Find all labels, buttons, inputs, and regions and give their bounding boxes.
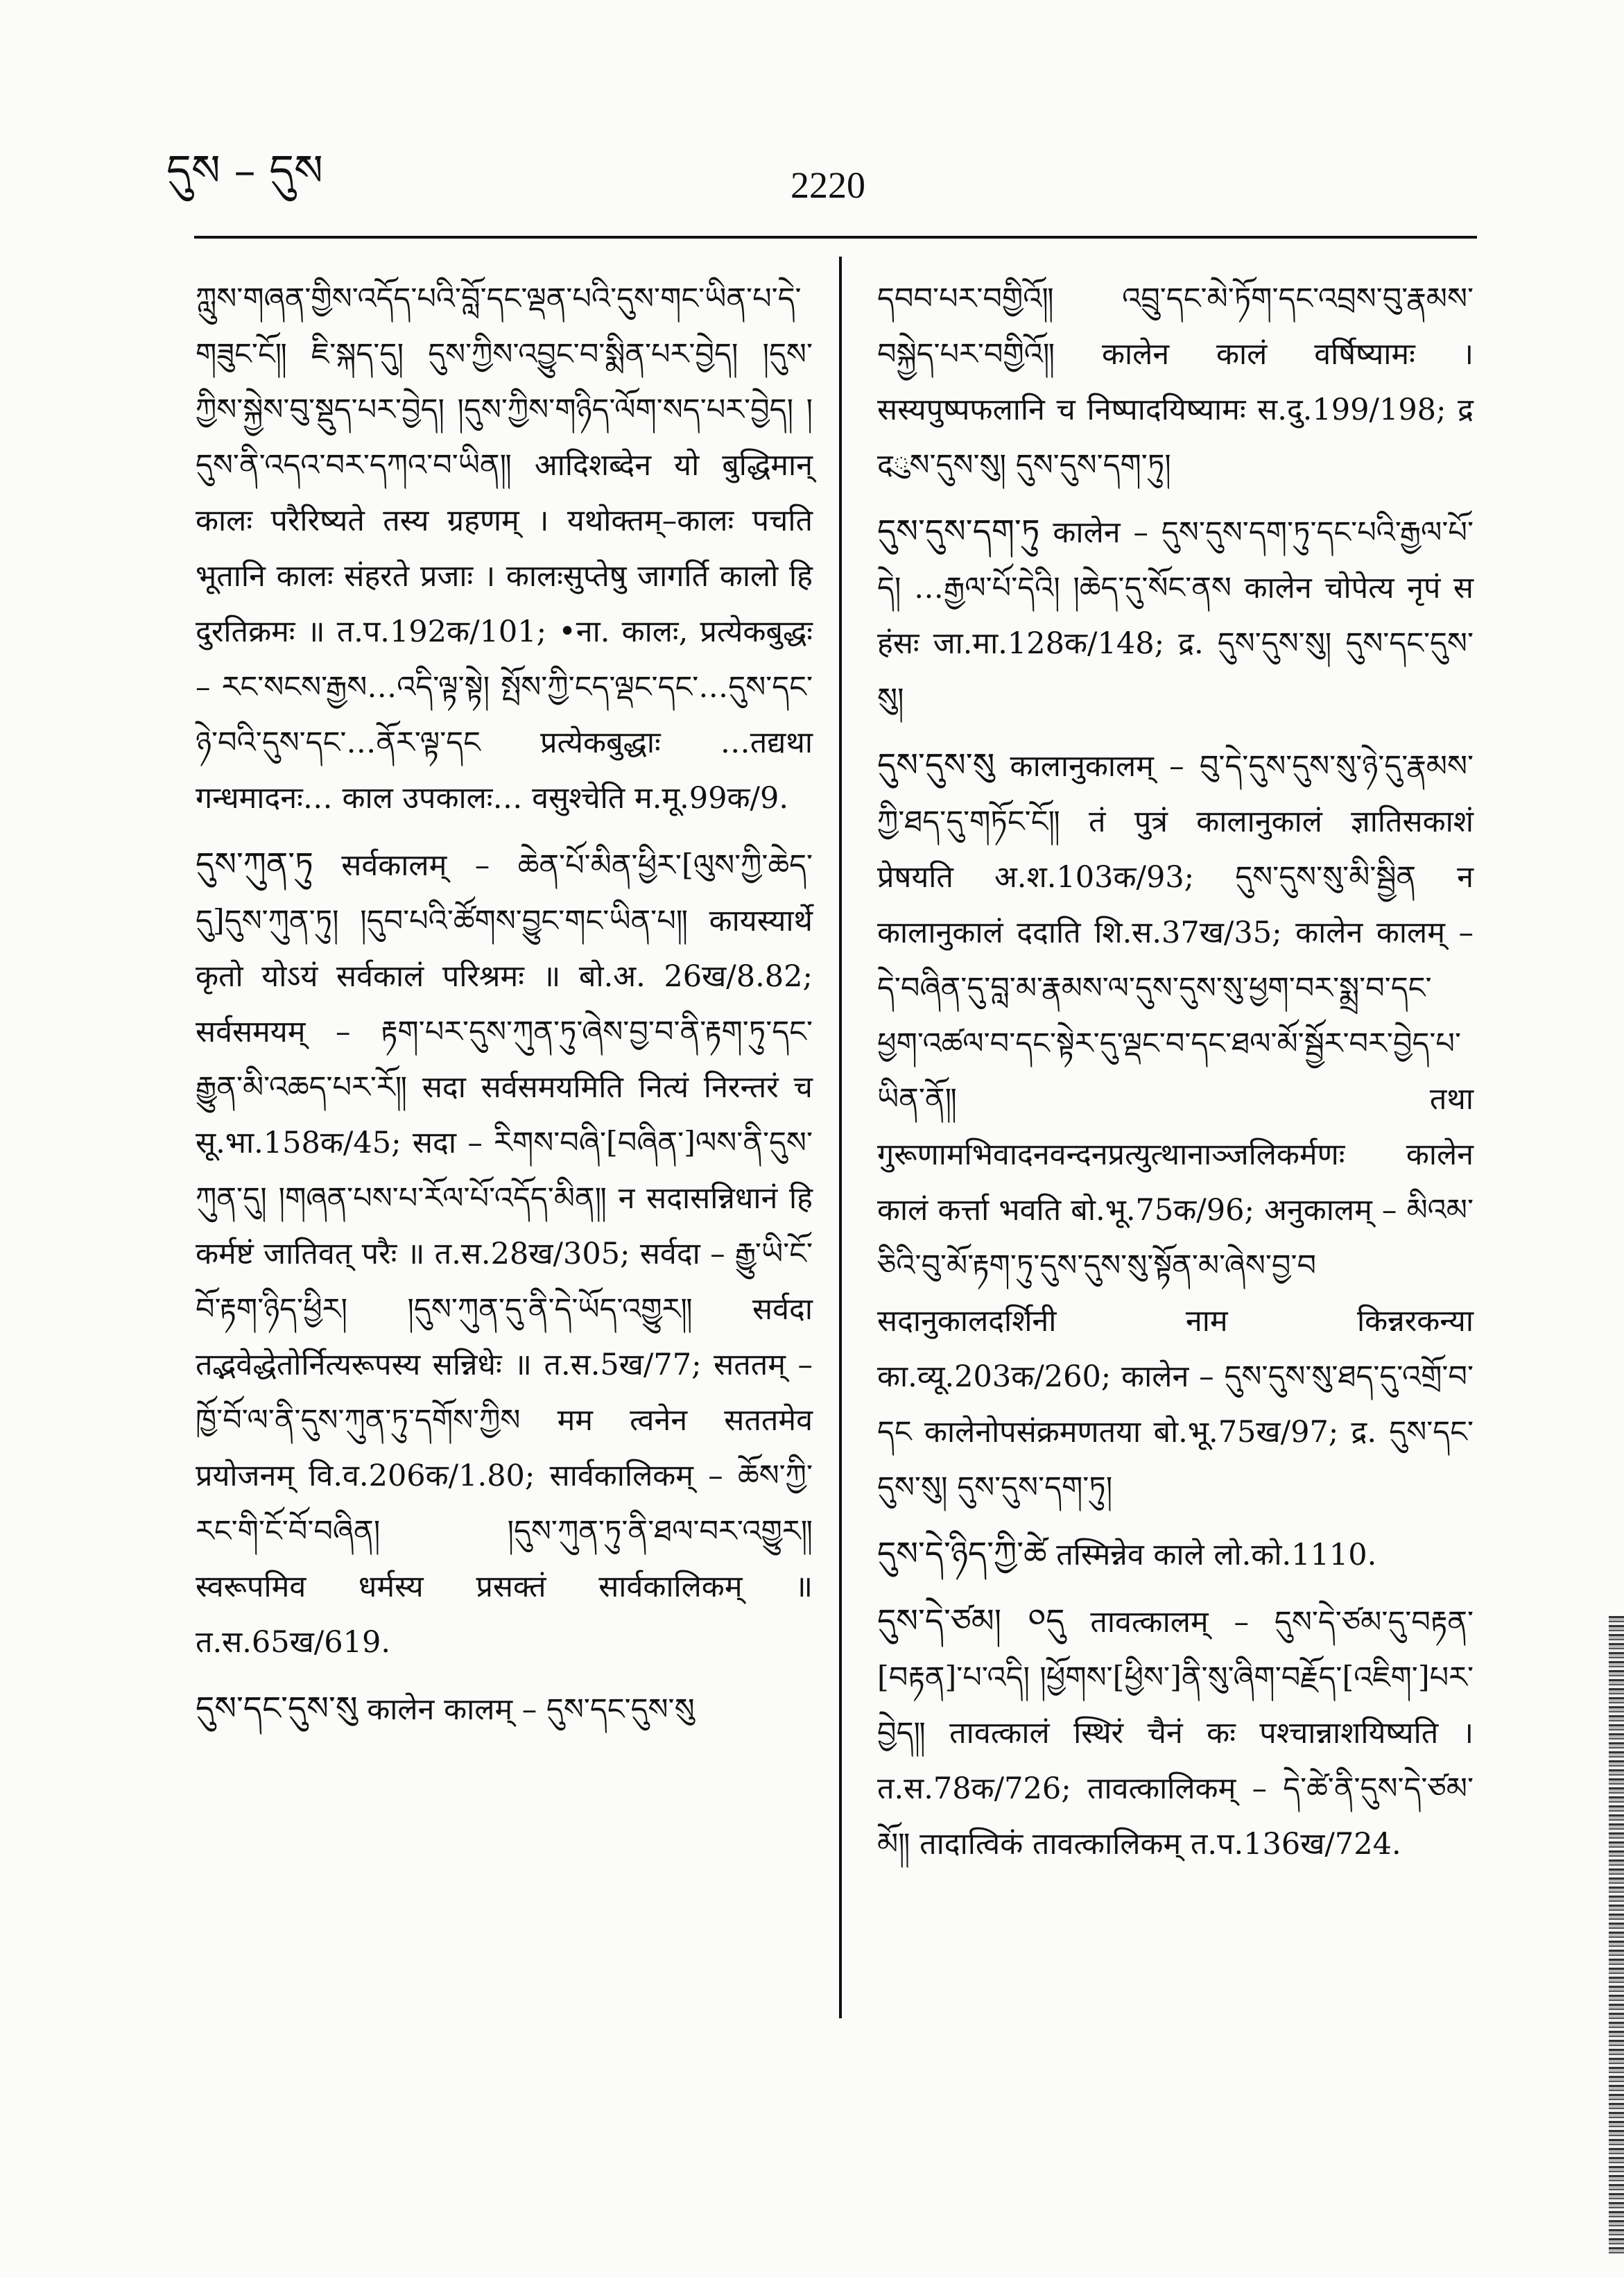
dictionary-entry xyxy=(877,738,1474,1515)
entry-text: तस्मिन्नेव काले लो.को.1110. xyxy=(1056,1538,1377,1572)
entry-text: तावत्कालम् – དུས་དེ་ཙམ་དུ་བརྟན་[བརྟན]་པ་འདི། །ཕྱོགས་[ཕྱིས་]ནི་སུ་ཞིག་བརྗོད་[འཇིག་]པར་བྱེད༎ तावत्कालं स्थिरं चैनं कः पश्चान्नाशयिष्यति । त.स.78क/726; तावत्कालिकम् – དེ་ཚེ་ནི་དུས་དེ་ཙམ་མོ༎ तादात्विकं तावत्कालिकम् त.प.136ख/724. xyxy=(877,1605,1474,1862)
page-number: 2220 xyxy=(791,164,865,206)
entry-text: ཀླུས་གཞན་གྱིས་འདོད་པའི་བློ་དང་ལྡན་པའི་དུས་གང་ཡིན་པ་དེ་གཟུང་ངོ༎ ཇི་སྐད་དུ། དུས་ཀྱིས་འབྱུང་བ་སྨིན་པར་བྱེད། །དུས་ཀྱིས་སྐྱེས་བུ་སྡུད་པར་བྱེད། །དུས་ཀྱིས་གཉིད་ལོག་སད་པར་བྱེད། །དུས་ནི་འདའ་བར་དཀའ་བ་ཡིན༎ आदिशब्देन यो बुद्धिमान् कालः परैरिष्यते तस्य ग्रहणम् । यथोक्तम्–कालः पचति भूतानि कालः संहरते प्रजाः । कालःसुप्तेषु जागर्ति कालो हि दुरतिक्रमः ॥ त.प.192क/101; •ना. कालः, प्रत्येकबुद्धः – རང་སངས་རྒྱས…འདི་ལྟ་སྟེ། སྤོས་ཀྱི་ངད་ལྡང་དང་…དུས་དང་ཉེ་བའི་དུས་དང་…ནོར་ལྟ་དང प्रत्येकबुद्धाः …तद्यथा गन्धमादनः… काल उपकालः… वसुश्चेति म.मू.99क/9. xyxy=(196,282,813,816)
entry-text: सर्वकालम् – ཆེན་པོ་མིན་ཕྱིར་[ལུས་ཀྱི་ཆེད་དུ]དུས་ཀུན་ཏུ། །དུབ་པའི་ཚོགས་བྱུང་གང་ཡིན་པ༎ कायस्यार्थे कृतो योऽयं सर्वकालं परिश्रमः ॥ बो.अ. 26ख/8.82; सर्वसमयम् – རྟག་པར་དུས་ཀུན་ཏུ་ཞེས་བྱ་བ་ནི་རྟག་ཏུ་དང་རྒྱུན་མི་འཆད་པར་རོ༎ सदा सर्वसमयमिति नित्यं निरन्तरं च सू.भा.158क/45; सदा – རིགས་བཞི་[བཞིན་]ལས་ནི་དུས་ཀུན་དུ། །གཞན་པས་པ་རོལ་པོ་འདོད་མིན༎ न सदासन्निधानं हि कर्मष्टं जातिवत् परैः ॥ त.स.28ख/305; सर्वदा – རྒྱུ་ཡི་ངོ་བོ་རྟག་ཉིད་ཕྱིར། །དུས་ཀུན་དུ་ནི་དེ་ཡོད་འགྱུར༎ सर्वदा तद्भवेद्धेतोर्नित्यरूपस्य सन्निधेः ॥ त.स.5ख/77; सततम् – ཁྱོ་བོ་ལ་ནི་དུས་ཀུན་ཏུ་དགོས་ཀྱིས मम त्वनेन सततमेव प्रयोजनम् वि.व.206क/1.80; सार्वकालिकम् – ཆོས་ཀྱི་རང་གི་ངོ་བོ་བཞིན། །དུས་ཀུན་ཏུ་ནི་ཐལ་བར་འགྱུར༎ स्वरूपमिव धर्मस्य प्रसक्तं सार्वकालिकम् ॥ त.स.65ख/619. xyxy=(196,848,813,1660)
entry-headword: དུས་དུས་དག་ཏུ xyxy=(877,513,1040,551)
entry-text: कालेन कालम् – དུས་དང་དུས་སུ xyxy=(367,1692,695,1727)
dictionary-entry xyxy=(877,1594,1474,1872)
right-column xyxy=(877,270,1474,1883)
dictionary-entry xyxy=(196,270,813,826)
entry-headword: དུས་དང་དུས་སུ xyxy=(196,1690,358,1728)
entry-text: कालानुकालम् – བུ་དེ་དུས་དུས་སུ་ཉེ་དུ་རྣམས་ཀྱི་ཐད་དུ་གཏོང་ངོ༎ तं पुत्रं कालानुकालं ज्ञातिसकाशं प्रेषयति अ.श.103क/93; དུས་དུས་སུ་མི་སྦྱིན न कालानुकालं ददाति शि.स.37ख/35; कालेन कालम् – དེ་བཞིན་དུ་བླ་མ་རྣམས་ལ་དུས་དུས་སུ་ཕྱག་བར་སྨྲ་བ་དང་ཕྱག་འཚལ་བ་དང་སྟེར་དུ་ལྡང་བ་དང་ཐལ་མོ་སྦྱོར་བར་བྱེད་པ་ཡིན་ནོ༎ तथा गुरूणामभिवादनवन्दनप्रत्युत्थानाञ्जलिकर्मणः कालेन कालं कर्त्ता भवति बो.भू.75क/96; अनुकालम् – མིའམ་ཅིའི་བུ་མོ་རྟག་ཏུ་དུས་དུས་སུ་སྟོན་མ་ཞེས་བྱ་བ सदानुकालदर्शिनी नाम किन्नरकन्या का.व्यू.203क/260; कालेन – དུས་དུས་སུ་ཐད་དུ་འགྲོ་བ་དང कालेनोपसंक्रमणतया बो.भू.75ख/97; द्र. དུས་དང་དུས་སུ། དུས་དུས་དག་ཏུ། xyxy=(877,749,1474,1505)
entry-text: དབབ་པར་བགྱིའོ༎ འབྲུ་དང་མེ་ཏོག་དང་འབྲས་བུ་རྣམས་བསྐྱེད་པར་བགྱིའོ༎ कालेन कालं वर्षिष्यामः । सस्यपुष्पफलानि च निष्पादयिष्यामः स.दु.199/198; द्र दུས་དུས་སུ། དུས་དུས་དག་ཏུ། xyxy=(877,282,1474,483)
running-head: དུས – དུས xyxy=(166,145,323,196)
entry-text: कालेन – དུས་དུས་དག་ཏུ་དང་པའི་རྒྱལ་པོ་དེ། …རྒྱལ་པོ་དེའི། །ཆེད་དུ་སོང་ནས कालेन चोपेत्य नृपं स हंसः जा.मा.128क/148; द्र. དུས་དུས་སུ། དུས་དང་དུས་སུ། xyxy=(877,515,1474,716)
dictionary-entry xyxy=(196,837,813,1670)
dictionary-entry xyxy=(877,270,1474,493)
entry-headword: དུས་དུས་སུ xyxy=(877,746,995,784)
entry-headword: དུས་ཀུན་ཏུ xyxy=(196,845,313,884)
dictionary-entry xyxy=(196,1681,813,1737)
scan-edge-shadow xyxy=(1609,1616,1624,2254)
left-column xyxy=(196,270,813,1748)
entry-headword: དུས་དེ་ཙམ། ༠དུ xyxy=(877,1602,1065,1640)
entry-headword: དུས་དེ་ཉིད་ཀྱི་ཚེ xyxy=(877,1535,1047,1573)
header-rule xyxy=(194,236,1477,239)
dictionary-entry xyxy=(877,1527,1474,1583)
column-divider xyxy=(839,257,842,2018)
dictionary-entry xyxy=(877,504,1474,727)
